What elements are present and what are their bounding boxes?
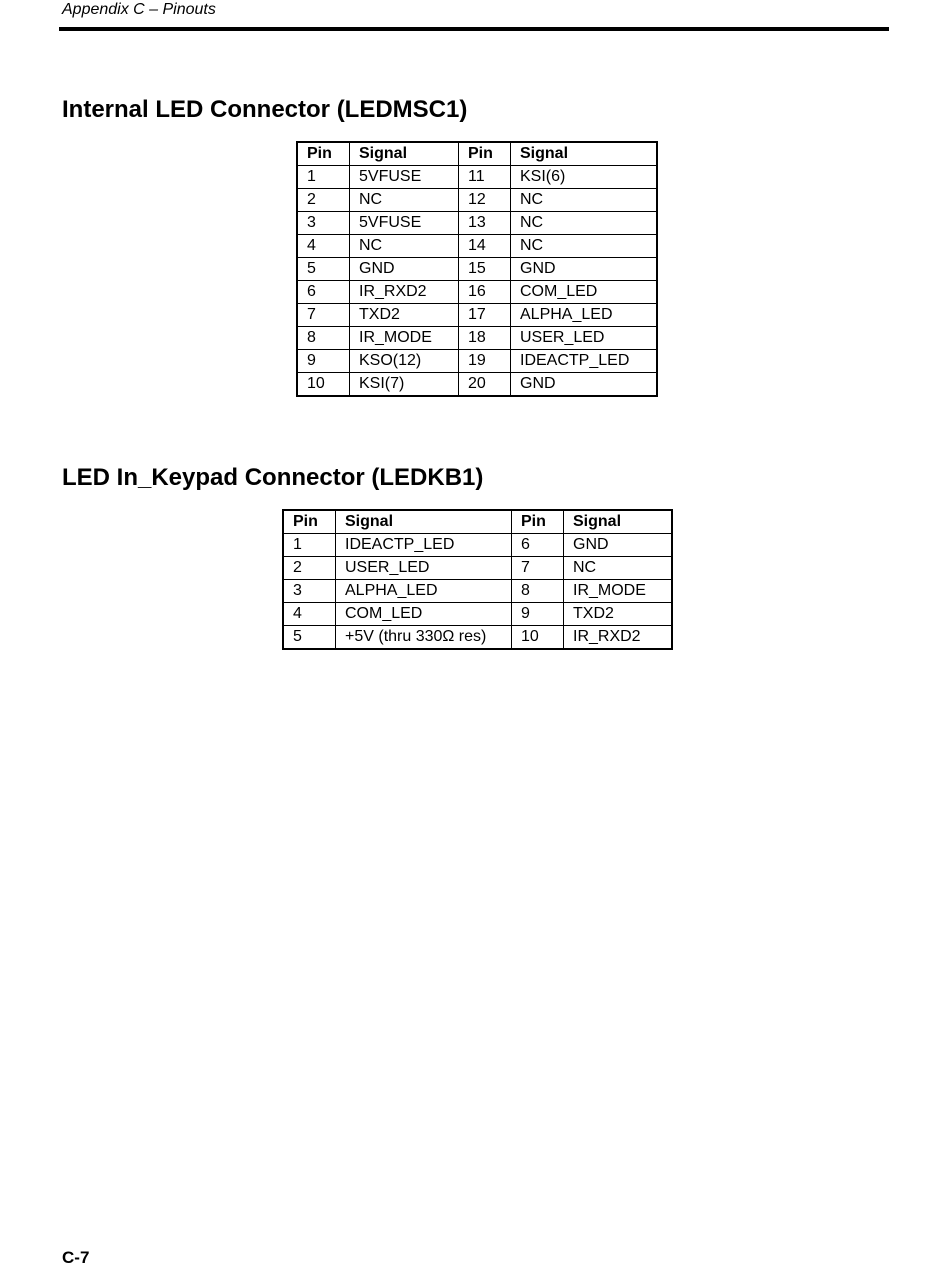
section-title-ledmsc1: Internal LED Connector (LEDMSC1): [62, 96, 468, 123]
table-row: [297, 304, 657, 327]
signal-name-cell: IR_MODE: [564, 580, 673, 603]
pin-number-cell: 14: [459, 235, 511, 258]
pin-number-cell: 8: [297, 327, 350, 350]
pin-number-cell: 7: [512, 557, 564, 580]
page-number: C-7: [62, 1248, 90, 1267]
signal-name-cell: IR_RXD2: [564, 626, 673, 650]
table-row: [283, 603, 672, 626]
pin-number-cell: 6: [297, 281, 350, 304]
pin-number-cell: 17: [459, 304, 511, 327]
table-row: [297, 281, 657, 304]
pin-number-cell: 7: [297, 304, 350, 327]
pin-number-cell: 5: [283, 626, 336, 650]
signal-name-cell: GND: [350, 258, 459, 281]
table-row: [297, 258, 657, 281]
signal-name-cell: USER_LED: [511, 327, 658, 350]
signal-name-cell: KSO(12): [350, 350, 459, 373]
running-header: Appendix C – Pinouts: [62, 1, 216, 18]
pin-number-cell: 20: [459, 373, 511, 397]
pin-number-cell: 3: [297, 212, 350, 235]
pin-number-cell: 4: [297, 235, 350, 258]
signal-name-cell: GND: [511, 258, 658, 281]
table-row: [297, 373, 657, 397]
table-header-row: [283, 510, 672, 534]
column-header: Pin: [297, 142, 350, 166]
signal-name-cell: ALPHA_LED: [336, 580, 512, 603]
pin-number-cell: 9: [512, 603, 564, 626]
pin-number-cell: 19: [459, 350, 511, 373]
column-header: Signal: [336, 510, 512, 534]
pin-number-cell: 11: [459, 166, 511, 189]
pin-number-cell: 13: [459, 212, 511, 235]
pin-number-cell: 5: [297, 258, 350, 281]
table-row: [283, 580, 672, 603]
column-header: Pin: [459, 142, 511, 166]
pin-number-cell: 8: [512, 580, 564, 603]
pin-number-cell: 10: [512, 626, 564, 650]
pin-number-cell: 16: [459, 281, 511, 304]
section-title-ledkb1: LED In_Keypad Connector (LEDKB1): [62, 464, 484, 491]
pinout-table-ledmsc1: [296, 141, 658, 397]
pin-number-cell: 15: [459, 258, 511, 281]
pin-number-cell: 4: [283, 603, 336, 626]
signal-name-cell: NC: [564, 557, 673, 580]
table-row: [297, 189, 657, 212]
pinout-table-ledkb1: [282, 509, 673, 650]
column-header: Signal: [350, 142, 459, 166]
signal-name-cell: 5VFUSE: [350, 212, 459, 235]
signal-name-cell: NC: [511, 212, 658, 235]
pin-number-cell: 10: [297, 373, 350, 397]
pin-number-cell: 2: [297, 189, 350, 212]
table-row: [297, 212, 657, 235]
signal-name-cell: NC: [511, 189, 658, 212]
signal-name-cell: COM_LED: [336, 603, 512, 626]
pin-number-cell: 9: [297, 350, 350, 373]
signal-name-cell: 5VFUSE: [350, 166, 459, 189]
pin-number-cell: 6: [512, 534, 564, 557]
signal-name-cell: COM_LED: [511, 281, 658, 304]
signal-name-cell: USER_LED: [336, 557, 512, 580]
table-row: [283, 534, 672, 557]
table-row: [283, 557, 672, 580]
pin-number-cell: 1: [283, 534, 336, 557]
table-row: [297, 235, 657, 258]
pin-number-cell: 3: [283, 580, 336, 603]
signal-name-cell: KSI(6): [511, 166, 658, 189]
signal-name-cell: GND: [511, 373, 658, 397]
signal-name-cell: TXD2: [350, 304, 459, 327]
table-row: [297, 166, 657, 189]
header-rule: [59, 27, 889, 31]
signal-name-cell: IR_MODE: [350, 327, 459, 350]
column-header: Signal: [511, 142, 658, 166]
signal-name-cell: TXD2: [564, 603, 673, 626]
pin-number-cell: 2: [283, 557, 336, 580]
column-header: Pin: [283, 510, 336, 534]
signal-name-cell: IDEACTP_LED: [336, 534, 512, 557]
pin-number-cell: 1: [297, 166, 350, 189]
signal-name-cell: NC: [511, 235, 658, 258]
column-header: Signal: [564, 510, 673, 534]
signal-name-cell: IR_RXD2: [350, 281, 459, 304]
signal-name-cell: NC: [350, 235, 459, 258]
table-row: [297, 327, 657, 350]
table-row: [283, 626, 672, 650]
table-header-row: [297, 142, 657, 166]
signal-name-cell: NC: [350, 189, 459, 212]
signal-name-cell: GND: [564, 534, 673, 557]
column-header: Pin: [512, 510, 564, 534]
signal-name-cell: +5V (thru 330Ω res): [336, 626, 512, 650]
table-row: [297, 350, 657, 373]
signal-name-cell: KSI(7): [350, 373, 459, 397]
signal-name-cell: IDEACTP_LED: [511, 350, 658, 373]
pin-number-cell: 12: [459, 189, 511, 212]
pin-number-cell: 18: [459, 327, 511, 350]
signal-name-cell: ALPHA_LED: [511, 304, 658, 327]
